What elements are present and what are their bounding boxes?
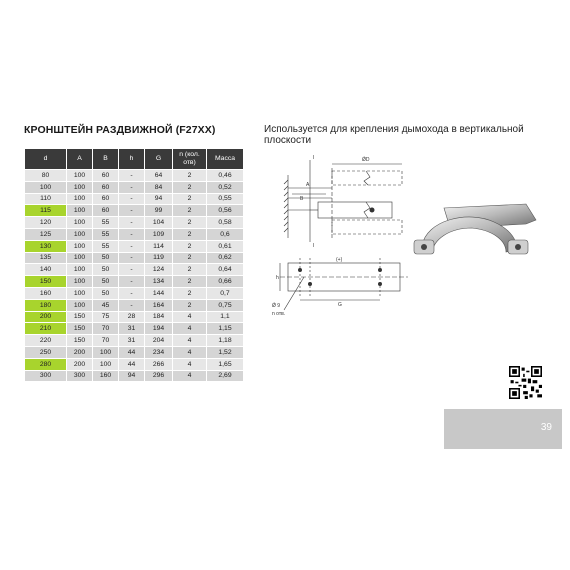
table-cell: -	[119, 228, 145, 240]
table-cell: -	[119, 181, 145, 193]
table-cell: 150	[67, 311, 93, 323]
table-cell: -	[119, 193, 145, 205]
table-cell: 100	[67, 205, 93, 217]
break-mark-arm	[364, 202, 370, 218]
cell-diameter: 80	[25, 170, 67, 182]
table-cell: 124	[145, 264, 173, 276]
table-cell: 2	[173, 228, 207, 240]
table-cell: 114	[145, 240, 173, 252]
table-row	[25, 205, 244, 217]
cell-diameter: 120	[25, 217, 67, 229]
table-cell: 99	[145, 205, 173, 217]
table-cell: 84	[145, 181, 173, 193]
table-cell: 104	[145, 217, 173, 229]
table-row	[25, 335, 244, 347]
table-cell: 55	[93, 228, 119, 240]
table-cell: -	[119, 287, 145, 299]
table-cell: 2,69	[207, 370, 244, 382]
table-row	[25, 346, 244, 358]
pipe-bottom-outline	[332, 220, 402, 234]
cell-diameter: 220	[25, 335, 67, 347]
table-cell: 44	[119, 346, 145, 358]
cell-diameter: 135	[25, 252, 67, 264]
table-cell: 234	[145, 346, 173, 358]
table-cell: 2	[173, 217, 207, 229]
hole-count-label: n отв.	[272, 311, 286, 317]
table-row	[25, 276, 244, 288]
cell-diameter: 180	[25, 299, 67, 311]
header-a: A	[67, 149, 93, 170]
table-cell: 200	[67, 346, 93, 358]
table-cell: 60	[93, 170, 119, 182]
header-d: d	[25, 149, 67, 170]
table-cell: 0,61	[207, 240, 244, 252]
table-row	[25, 181, 244, 193]
table-row	[25, 311, 244, 323]
table-cell: 100	[67, 181, 93, 193]
table-cell: 204	[145, 335, 173, 347]
table-cell: 100	[93, 358, 119, 370]
table-cell: 164	[145, 299, 173, 311]
cell-diameter: 160	[25, 287, 67, 299]
table-cell: 1,52	[207, 346, 244, 358]
table-cell: -	[119, 252, 145, 264]
table-cell: 160	[93, 370, 119, 382]
table-cell: 2	[173, 299, 207, 311]
qr-code	[509, 366, 542, 399]
table-cell: 50	[93, 287, 119, 299]
table-cell: 0,7	[207, 287, 244, 299]
table-cell: 100	[67, 170, 93, 182]
table-cell: -	[119, 264, 145, 276]
cell-diameter: 210	[25, 323, 67, 335]
table-cell: 1,65	[207, 358, 244, 370]
table-cell: 2	[173, 276, 207, 288]
table-cell: 4	[173, 311, 207, 323]
table-cell: 4	[173, 358, 207, 370]
table-cell: -	[119, 276, 145, 288]
dim-h-label: h	[276, 275, 279, 281]
table-cell: 60	[93, 181, 119, 193]
table-cell: 94	[119, 370, 145, 382]
dim-i-top-label: I	[313, 155, 315, 161]
table-cell: 0,52	[207, 181, 244, 193]
table-cell: 194	[145, 323, 173, 335]
table-cell: 1,15	[207, 323, 244, 335]
table-cell: 2	[173, 287, 207, 299]
table-cell: 31	[119, 323, 145, 335]
table-row	[25, 287, 244, 299]
header-b: B	[93, 149, 119, 170]
cell-diameter: 200	[25, 311, 67, 323]
table-cell: 50	[93, 276, 119, 288]
table-row	[25, 252, 244, 264]
table-cell: 55	[93, 217, 119, 229]
cell-diameter: 110	[25, 193, 67, 205]
table-cell: 100	[67, 264, 93, 276]
wall-hatch	[284, 180, 288, 232]
table-cell: 4	[173, 335, 207, 347]
table-cell: 4	[173, 346, 207, 358]
table-cell: 100	[67, 287, 93, 299]
pipe-top-outline	[332, 171, 402, 185]
cell-diameter: 115	[25, 205, 67, 217]
cell-diameter: 300	[25, 370, 67, 382]
table-cell: 184	[145, 311, 173, 323]
dim-b-label: B	[300, 196, 304, 202]
table-row	[25, 264, 244, 276]
table-row	[25, 228, 244, 240]
table-cell: 144	[145, 287, 173, 299]
table-row	[25, 240, 244, 252]
table-cell: 0,62	[207, 252, 244, 264]
table-cell: 200	[67, 358, 93, 370]
cell-diameter: 125	[25, 228, 67, 240]
table-cell: 0,64	[207, 264, 244, 276]
table-cell: 266	[145, 358, 173, 370]
table-cell: -	[119, 217, 145, 229]
table-cell: 2	[173, 252, 207, 264]
hole-diameter-label: Ǿ 9	[272, 303, 281, 309]
header-n: n (кол. отв)	[173, 149, 207, 170]
cell-diameter: 130	[25, 240, 67, 252]
table-cell: 0,58	[207, 217, 244, 229]
table-cell: 100	[67, 252, 93, 264]
cell-diameter: 150	[25, 276, 67, 288]
table-cell: 1,18	[207, 335, 244, 347]
dim-a-label: A	[306, 182, 310, 188]
table-row	[25, 170, 244, 182]
table-cell: 55	[93, 240, 119, 252]
table-cell: 100	[93, 346, 119, 358]
table-cell: 45	[93, 299, 119, 311]
table-cell: 4	[173, 323, 207, 335]
table-cell: 300	[67, 370, 93, 382]
table-cell: 28	[119, 311, 145, 323]
dim-c-label: (+)	[336, 257, 343, 263]
table-cell: 134	[145, 276, 173, 288]
table-cell: 100	[67, 240, 93, 252]
table-cell: 2	[173, 240, 207, 252]
table-cell: 0,56	[207, 205, 244, 217]
table-cell: 100	[67, 228, 93, 240]
table-cell: 100	[67, 217, 93, 229]
table-row	[25, 299, 244, 311]
table-cell: 100	[67, 193, 93, 205]
table-row	[25, 370, 244, 382]
table-cell: 70	[93, 335, 119, 347]
table-cell: 150	[67, 335, 93, 347]
table-cell: 0,46	[207, 170, 244, 182]
table-cell: 119	[145, 252, 173, 264]
table-row	[25, 193, 244, 205]
table-cell: -	[119, 299, 145, 311]
bolt-left	[421, 244, 427, 250]
header-h: h	[119, 149, 145, 170]
table-body	[25, 170, 244, 382]
table-cell: 50	[93, 264, 119, 276]
page-number-band	[444, 409, 562, 449]
table-cell: 64	[145, 170, 173, 182]
table-cell: 31	[119, 335, 145, 347]
table-cell: 44	[119, 358, 145, 370]
table-cell: 100	[67, 276, 93, 288]
table-cell: -	[119, 170, 145, 182]
table-cell: 296	[145, 370, 173, 382]
table-row	[25, 358, 244, 370]
table-row	[25, 217, 244, 229]
table-cell: 4	[173, 370, 207, 382]
table-cell: 1,1	[207, 311, 244, 323]
table-cell: 2	[173, 170, 207, 182]
dim-d-label: ǾD	[362, 157, 370, 163]
spec-table	[24, 148, 244, 382]
cell-diameter: 280	[25, 358, 67, 370]
cell-diameter: 100	[25, 181, 67, 193]
bracket-drawing	[270, 150, 410, 320]
table-cell: 109	[145, 228, 173, 240]
table-cell: 0,6	[207, 228, 244, 240]
dim-g-label: G	[338, 302, 342, 308]
table-cell: 2	[173, 193, 207, 205]
table-cell: 70	[93, 323, 119, 335]
table-header-row	[25, 149, 244, 170]
table-cell: -	[119, 205, 145, 217]
bracket-photo	[408, 200, 542, 268]
table-cell: 75	[93, 311, 119, 323]
break-mark-top	[364, 171, 370, 185]
table-cell: 60	[93, 205, 119, 217]
header-g: G	[145, 149, 173, 170]
page-number: 39	[540, 422, 552, 433]
table-cell: 2	[173, 264, 207, 276]
table-cell: 0,66	[207, 276, 244, 288]
cell-diameter: 250	[25, 346, 67, 358]
table-cell: 150	[67, 323, 93, 335]
cell-diameter: 140	[25, 264, 67, 276]
table-cell: 2	[173, 205, 207, 217]
table-cell: 100	[67, 299, 93, 311]
table-cell: 94	[145, 193, 173, 205]
table-cell: 2	[173, 181, 207, 193]
arm-body	[318, 202, 392, 218]
dim-i-bottom-label: I	[313, 243, 315, 249]
page-subtitle: Используется для крепления дымохода в вертикальной плоскости	[264, 124, 524, 146]
table-row	[25, 323, 244, 335]
table-cell: 0,75	[207, 299, 244, 311]
table-cell: 0,55	[207, 193, 244, 205]
table-cell: -	[119, 240, 145, 252]
page-title: КРОНШТЕЙН РАЗДВИЖНОЙ (F27XX)	[24, 124, 216, 136]
bolt-right	[515, 244, 521, 250]
table-cell: 50	[93, 252, 119, 264]
header-mass: Масса	[207, 149, 244, 170]
table-cell: 60	[93, 193, 119, 205]
